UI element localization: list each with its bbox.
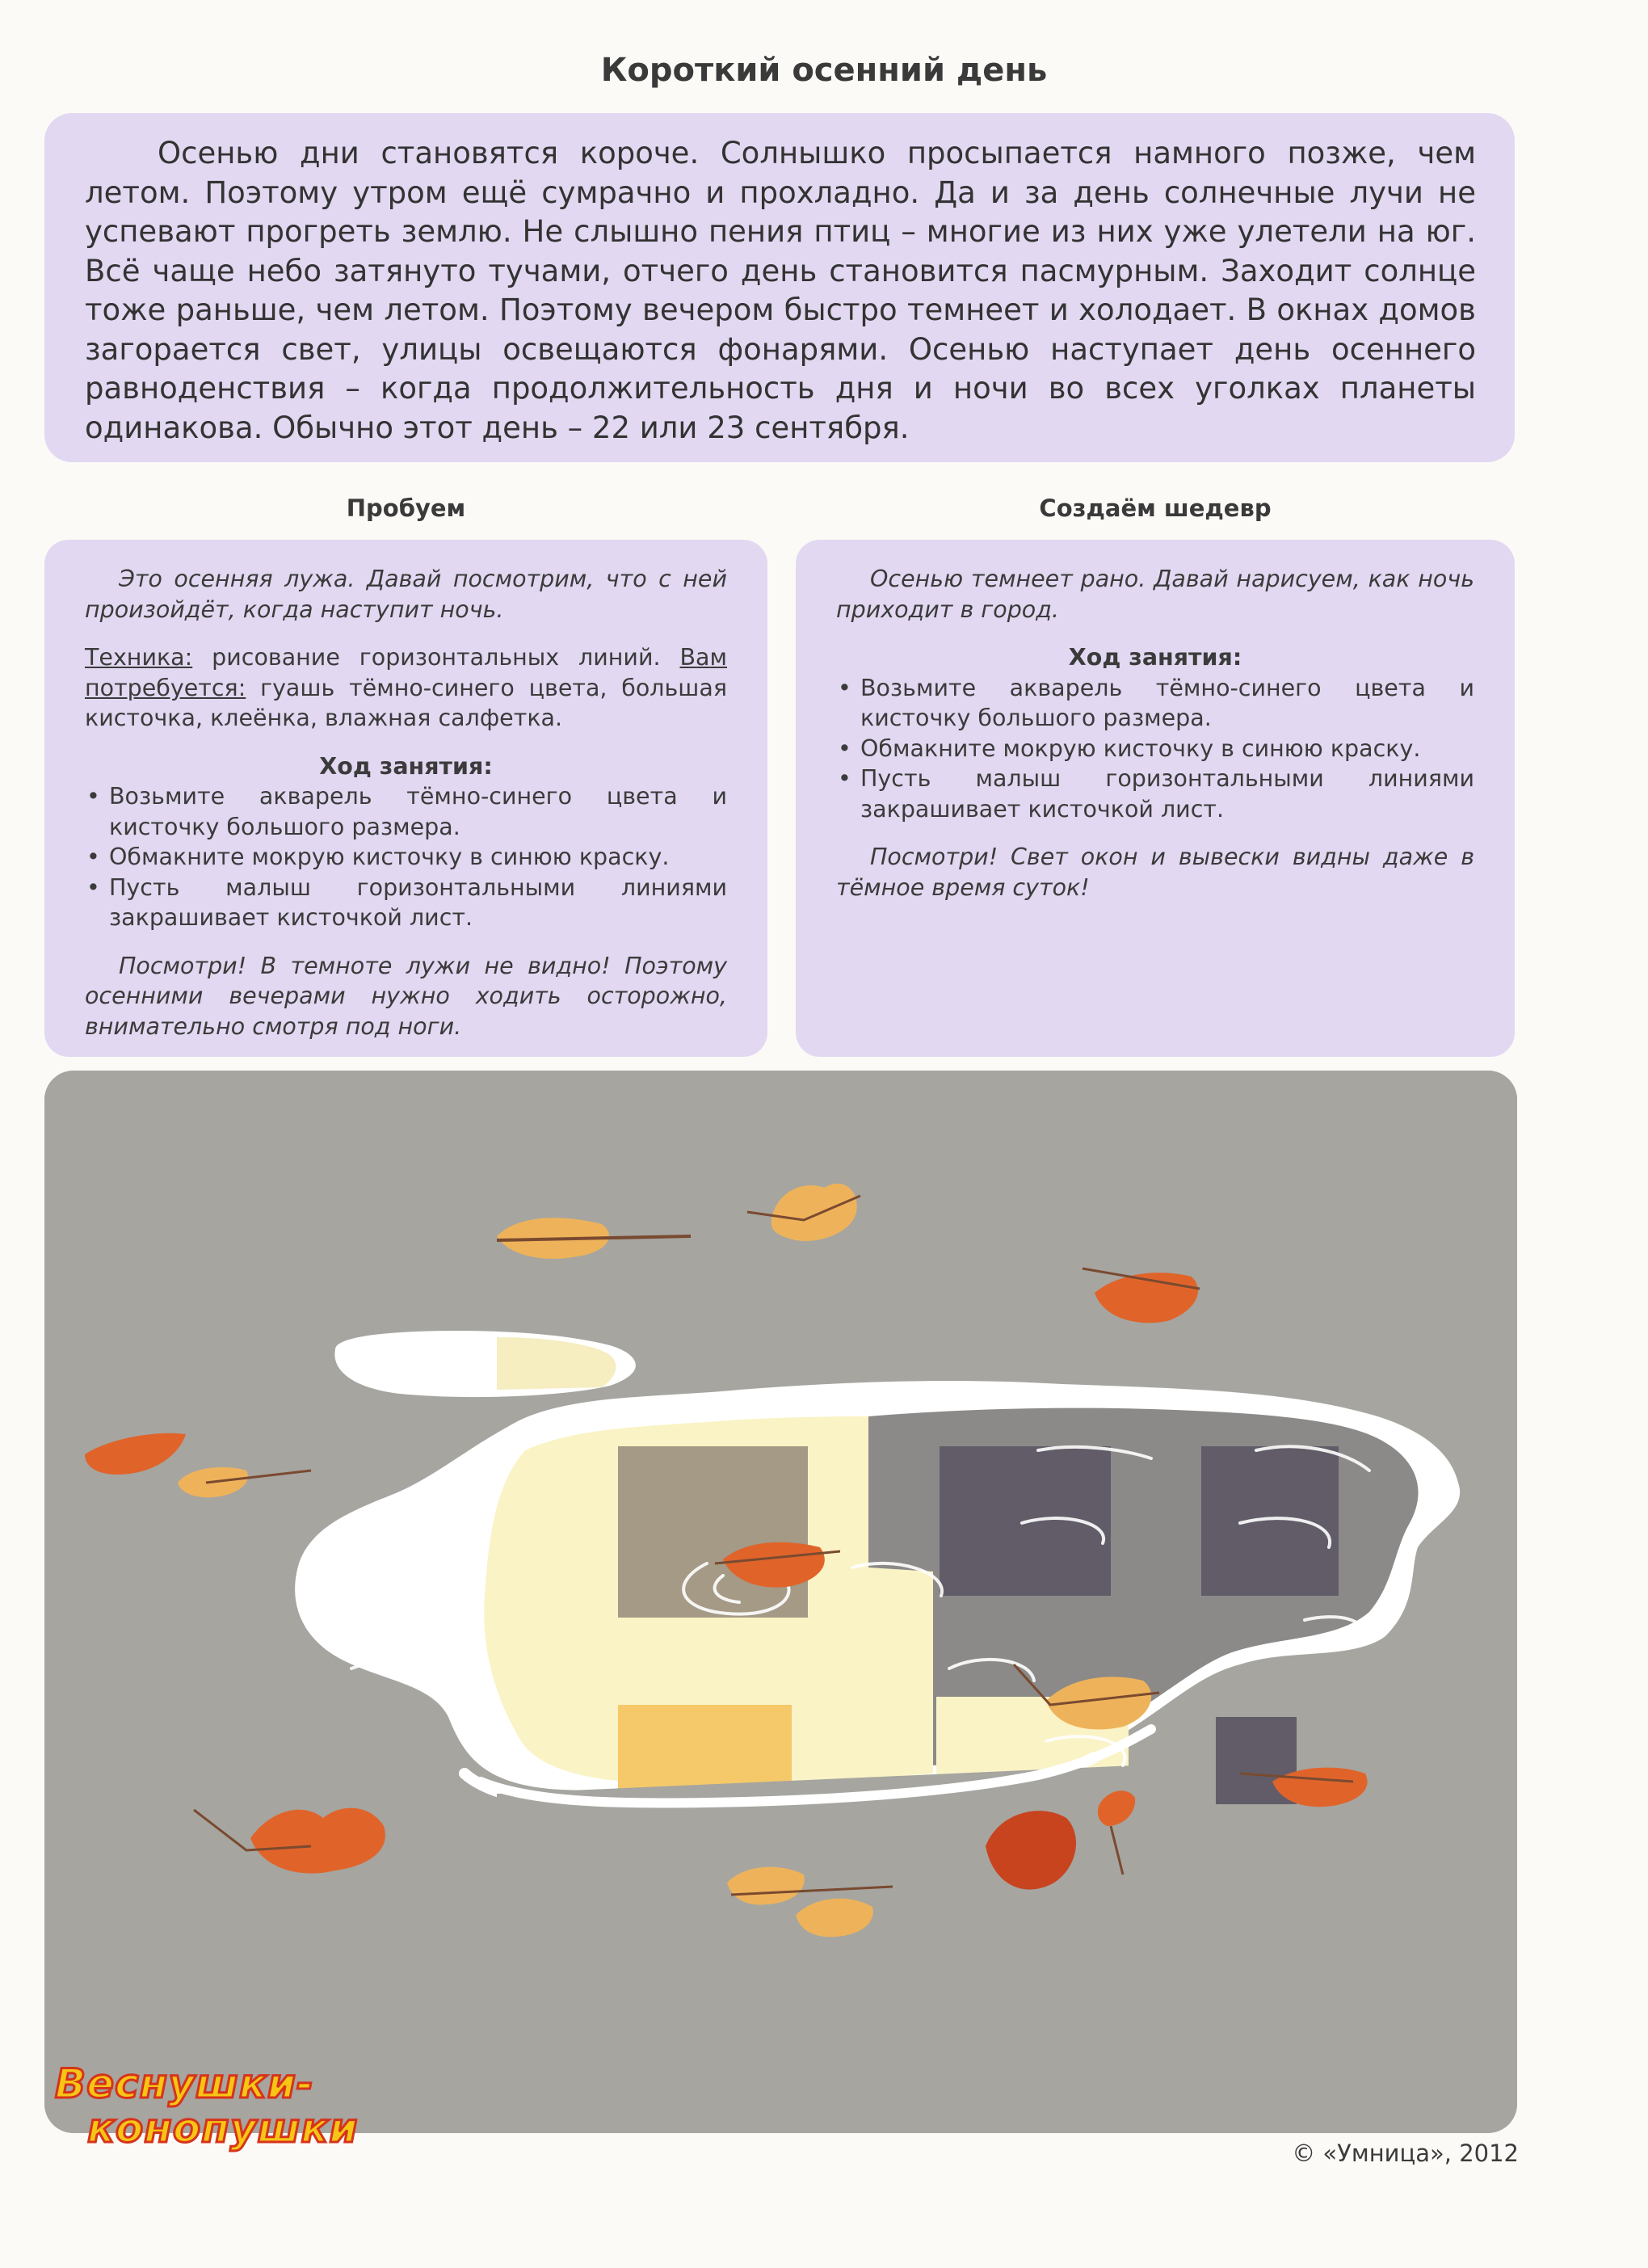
right-steps-title: Ход занятия: [1068,644,1242,671]
list-item: • Возьмите акварель тёмно-синего цвета и кисточку большого размера. [85,781,727,842]
right-card-lead: Осенью темнеет рано. Давай нарисуем, как ночь приходит в город. [836,566,1474,623]
technique-value: рисование горизонтальных линий. [192,644,661,671]
right-card [796,540,1515,1057]
left-steps-title: Ход занятия: [319,752,493,780]
left-card-materials [85,642,727,734]
right-card-note: Посмотри! Свет окон и вывески видны даже в тёмное время суток! [836,844,1474,901]
intro-box [44,113,1515,462]
logo-line-2: конопушки [87,2105,359,2152]
right-steps-list [836,673,1474,825]
left-column-heading: Пробуем [346,494,466,522]
list-item: • Пусть малыш горизонтальными линиями закрашивает кисточкой лист. [85,873,727,933]
right-column-heading: Создаём шедевр [1039,494,1272,522]
brand-logo [55,2060,359,2165]
list-item: • Пусть малыш горизонтальными линиями закрашивает кисточкой лист. [836,764,1474,824]
copyright: © «Умница», 2012 [1292,2140,1519,2167]
intro-paragraph: Осенью дни становятся короче. Солнышко просыпается намного позже, чем летом. Поэтому утром ещё сумрачно и прохладно. Да и за день солнечные лучи не успевают прогреть землю. Не слышно пения птиц – многие из них уже улетели на юг. Всё чаще небо затянуто тучами, отчего день становится пасмурным. Заходит солнце тоже раньше, чем летом. Поэтому вечером быстро темнеет и холодает. В окнах домов загорается свет, улицы освещаются фонарями. Осенью наступает день осеннего равноденствия – когда продолжительность дня и ночи во всех уголках планеты одинакова. Обычно этот день – 22 или 23 сентября. [85,136,1476,445]
puddle-picture [44,1071,1517,2133]
puddle-illustration [44,1071,1517,2133]
list-item: • Возьмите акварель тёмно-синего цвета и кисточку большого размера. [836,673,1474,734]
left-steps-list [85,781,727,933]
left-card-note: Посмотри! В темноте лужи не видно! Поэтому осенними вечерами нужно ходить осторожно, внимательно смотря под ноги. [85,952,727,1040]
left-card-lead: Это осенняя лужа. Давай посмотрим, что с ней произойдёт, когда наступит ночь. [85,566,727,623]
technique-label: Техника: [85,644,193,671]
needs-value: гуашь тёмно-синего цвета, большая кисточка, клеёнка, влажная салфетка. [85,674,727,731]
left-card [44,540,767,1057]
list-item: • Обмакните мокрую кисточку в синюю краску. [85,842,727,873]
page-title: Короткий осенний день [600,52,1048,89]
list-item: • Обмакните мокрую кисточку в синюю краску. [836,734,1474,764]
logo-line-1: Веснушки- [55,2060,314,2107]
window-dark-2 [1201,1446,1339,1596]
needs-label: Вам потребуется: [85,644,727,701]
window-light-top [618,1446,808,1618]
